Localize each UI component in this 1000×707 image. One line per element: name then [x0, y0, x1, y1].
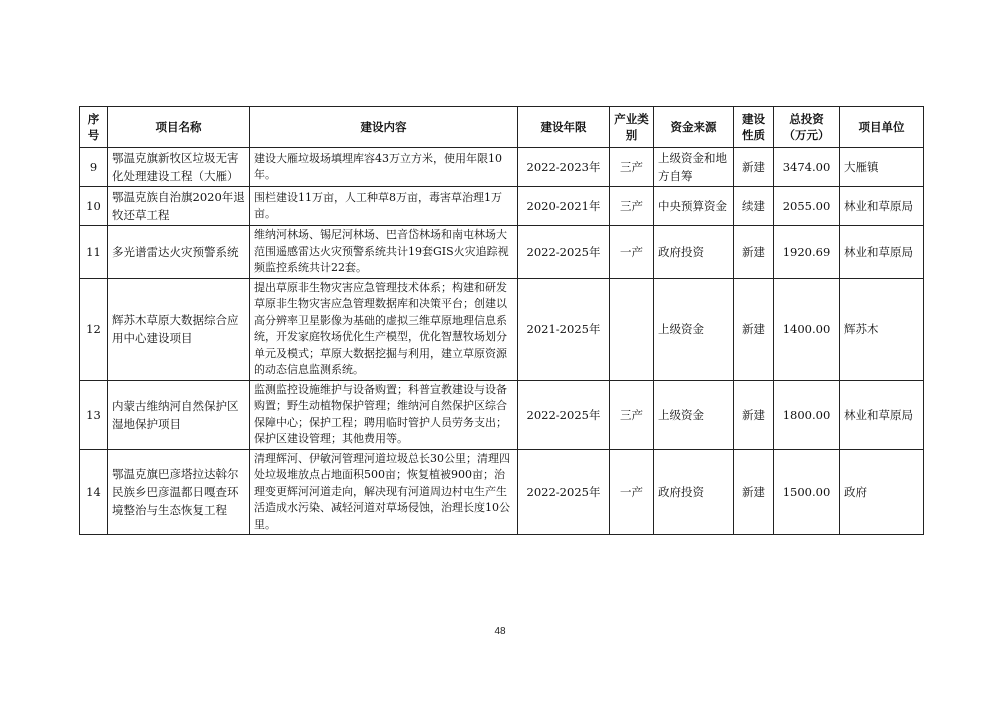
- header-industry: 产业类别: [610, 107, 654, 148]
- table-row: [80, 148, 924, 187]
- cell-unit: 大雁镇: [840, 148, 924, 187]
- header-funding: 资金来源: [654, 107, 734, 148]
- cell-unit: 辉苏木: [840, 278, 924, 380]
- table-row: [80, 187, 924, 226]
- cell-seq: 12: [80, 278, 108, 380]
- cell-unit: 林业和草原局: [840, 380, 924, 449]
- cell-unit: 政府: [840, 449, 924, 535]
- header-period: 建设年限: [518, 107, 610, 148]
- cell-industry: [610, 278, 654, 380]
- cell-content: 提出草原非生物灾害应急管理技术体系；构建和研发草原非生物灾害应急管理数据库和决策平台；创建以高分辨率卫星影像为基础的虚拟三维草原地理信息系统，开发家庭牧场优化生产模型，优化智慧牧场划分单元及模式；草原大数据挖掘与利用，建立草原资源的动态信息监测系统。: [250, 278, 518, 380]
- cell-period: 2020-2021年: [518, 187, 610, 226]
- cell-industry: 三产: [610, 380, 654, 449]
- cell-nature: 新建: [734, 380, 774, 449]
- cell-name: 鄂温克旗新牧区垃圾无害化处理建设工程（大雁）: [108, 148, 250, 187]
- cell-industry: 三产: [610, 187, 654, 226]
- cell-funding: 中央预算资金: [654, 187, 734, 226]
- cell-investment: 2055.00: [774, 187, 840, 226]
- cell-industry: 一产: [610, 226, 654, 279]
- cell-content: 建设大雁垃圾场填埋库容43万立方米，使用年限10年。: [250, 148, 518, 187]
- cell-funding: 上级资金: [654, 380, 734, 449]
- page-number: 48: [494, 626, 506, 637]
- cell-name: 鄂温克旗巴彦塔拉达斡尔民族乡巴彦温都日嘎查环境整治与生态恢复工程: [108, 449, 250, 535]
- header-investment-line1: 总投资: [789, 112, 824, 126]
- cell-content: 围栏建设11万亩，人工种草8万亩，毒害草治理1万亩。: [250, 187, 518, 226]
- table-row: [80, 449, 924, 535]
- cell-industry: 一产: [610, 449, 654, 535]
- header-seq: 序号: [80, 107, 108, 148]
- cell-period: 2022-2023年: [518, 148, 610, 187]
- cell-investment: 1920.69: [774, 226, 840, 279]
- cell-period: 2022-2025年: [518, 380, 610, 449]
- cell-name: 多光谱雷达火灾预警系统: [108, 226, 250, 279]
- cell-period: 2022-2025年: [518, 226, 610, 279]
- cell-content: 清理辉河、伊敏河管理河道垃圾总长30公里；清理四处垃圾堆放点占地面积500亩；恢复植被900亩；治理变更辉河河道走向，解决现有河道周边村屯生产生活造成水污染、减轻河道对草场侵蚀，治理长度10公里。: [250, 449, 518, 535]
- cell-period: 2021-2025年: [518, 278, 610, 380]
- cell-seq: 9: [80, 148, 108, 187]
- cell-investment: 1800.00: [774, 380, 840, 449]
- cell-content: 维纳河林场、锡尼河林场、巴音岱林场和南屯林场大范围遥感雷达火灾预警系统共计19套GIS火灾追踪视频监控系统共计22套。: [250, 226, 518, 279]
- cell-name: 内蒙古维纳河自然保护区湿地保护项目: [108, 380, 250, 449]
- cell-seq: 14: [80, 449, 108, 535]
- cell-funding: 政府投资: [654, 449, 734, 535]
- cell-investment: 1500.00: [774, 449, 840, 535]
- cell-unit: 林业和草原局: [840, 187, 924, 226]
- table-row: [80, 278, 924, 380]
- header-nature: 建设性质: [734, 107, 774, 148]
- cell-nature: 新建: [734, 278, 774, 380]
- cell-period: 2022-2025年: [518, 449, 610, 535]
- header-investment: [774, 107, 840, 148]
- cell-seq: 11: [80, 226, 108, 279]
- cell-nature: 新建: [734, 226, 774, 279]
- cell-funding: 上级资金和地方自筹: [654, 148, 734, 187]
- cell-unit: 林业和草原局: [840, 226, 924, 279]
- header-name: 项目名称: [108, 107, 250, 148]
- cell-nature: 续建: [734, 187, 774, 226]
- table-header-row: [80, 107, 924, 148]
- cell-content: 监测监控设施维护与设备购置；科普宣教建设与设备购置；野生动植物保护管理；维纳河自然保护区综合保障中心；保护工程；聘用临时管护人员劳务支出；保护区建设管理；其他费用等。: [250, 380, 518, 449]
- cell-name: 鄂温克族自治旗2020年退牧还草工程: [108, 187, 250, 226]
- cell-seq: 13: [80, 380, 108, 449]
- table-row: [80, 380, 924, 449]
- cell-name: 辉苏木草原大数据综合应用中心建设项目: [108, 278, 250, 380]
- header-content: 建设内容: [250, 107, 518, 148]
- cell-nature: 新建: [734, 449, 774, 535]
- header-unit: 项目单位: [840, 107, 924, 148]
- table-row: [80, 226, 924, 279]
- cell-nature: 新建: [734, 148, 774, 187]
- cell-investment: 1400.00: [774, 278, 840, 380]
- cell-investment: 3474.00: [774, 148, 840, 187]
- cell-seq: 10: [80, 187, 108, 226]
- project-table: [79, 106, 924, 535]
- cell-funding: 政府投资: [654, 226, 734, 279]
- cell-funding: 上级资金: [654, 278, 734, 380]
- cell-industry: 三产: [610, 148, 654, 187]
- header-investment-line2: （万元）: [783, 128, 830, 142]
